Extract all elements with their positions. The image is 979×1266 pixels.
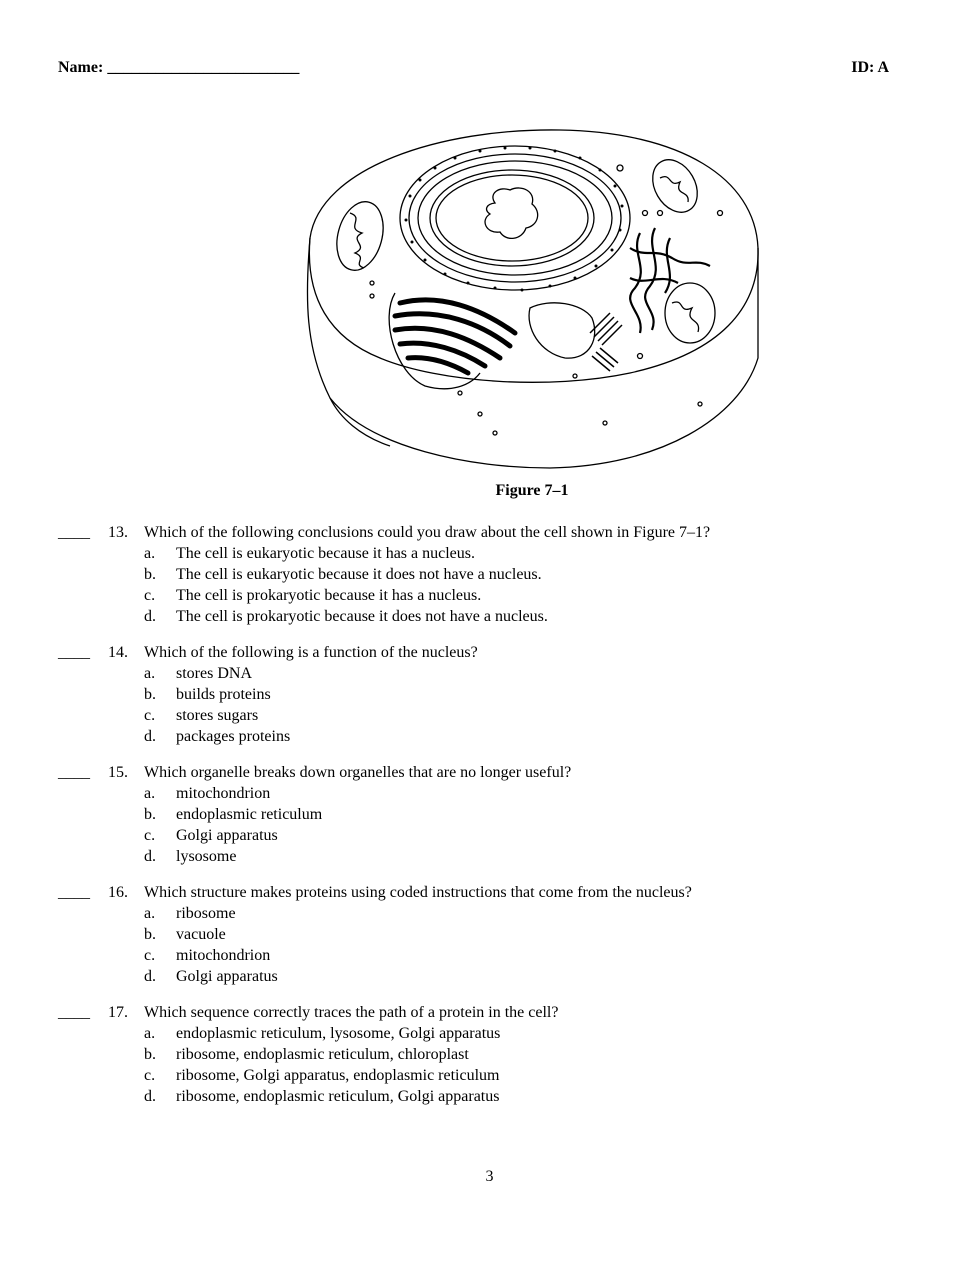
choice-letter: a. [144, 545, 156, 562]
choice-text: ribosome, endoplasmic reticulum, chloroplast [176, 1046, 469, 1063]
choice-letter: a. [144, 1025, 156, 1042]
choice-text: stores sugars [176, 707, 259, 724]
choice-letter: b. [144, 1046, 156, 1063]
choice-letter: a. [144, 785, 156, 802]
question-number: 14. [108, 644, 128, 661]
answer-blank: ____ [58, 644, 90, 661]
question-stem: Which organelle breaks down organelles that are no longer useful? [144, 764, 572, 781]
question-number: 13. [108, 524, 128, 541]
id-label: ID: A [851, 59, 889, 76]
question-stem: Which of the following conclusions could you draw about the cell shown in Figure 7–1? [144, 524, 711, 541]
answer-blank: ____ [58, 524, 90, 541]
answer-blank: ____ [58, 1004, 90, 1021]
choice-text: Golgi apparatus [176, 827, 278, 844]
choice-text: endoplasmic reticulum, lysosome, Golgi apparatus [176, 1025, 501, 1042]
choice-letter: d. [144, 968, 156, 985]
choice-text: The cell is prokaryotic because it does not have a nucleus. [176, 608, 548, 625]
name-field-label: Name: ________________________ [58, 59, 300, 76]
choice-letter: c. [144, 827, 156, 844]
choice-text: endoplasmic reticulum [176, 806, 323, 823]
choice-text: The cell is eukaryotic because it has a nucleus. [176, 545, 475, 562]
question-stem: Which of the following is a function of the nucleus? [144, 644, 478, 661]
choice-letter: c. [144, 947, 156, 964]
choice-letter: c. [144, 587, 156, 604]
choice-letter: a. [144, 905, 156, 922]
choice-text: ribosome [176, 905, 236, 922]
choice-text: stores DNA [176, 665, 252, 682]
choice-letter: b. [144, 686, 156, 703]
page-number: 3 [485, 1168, 494, 1185]
figure-caption: Figure 7–1 [495, 482, 569, 499]
question-number: 15. [108, 764, 128, 781]
question-number: 17. [108, 1004, 128, 1021]
choice-text: mitochondrion [176, 947, 271, 964]
choice-text: The cell is prokaryotic because it has a nucleus. [176, 587, 482, 604]
choice-text: Golgi apparatus [176, 968, 278, 985]
choice-letter: c. [144, 1067, 156, 1084]
answer-blank: ____ [58, 764, 90, 781]
choice-letter: c. [144, 707, 156, 724]
choice-letter: b. [144, 806, 156, 823]
choice-letter: b. [144, 566, 156, 583]
animal-cell-diagram-icon [300, 118, 770, 478]
choice-text: builds proteins [176, 686, 271, 703]
choice-text: lysosome [176, 848, 237, 865]
answer-blank: ____ [58, 884, 90, 901]
choice-text: packages proteins [176, 728, 291, 745]
choice-text: mitochondrion [176, 785, 271, 802]
question-stem: Which structure makes proteins using coded instructions that come from the nucleus? [144, 884, 692, 901]
question-stem: Which sequence correctly traces the path of a protein in the cell? [144, 1004, 559, 1021]
choice-text: vacuole [176, 926, 226, 943]
question-number: 16. [108, 884, 128, 901]
choice-letter: d. [144, 1088, 156, 1105]
choice-letter: d. [144, 848, 156, 865]
choice-letter: d. [144, 728, 156, 745]
choice-letter: b. [144, 926, 156, 943]
choice-letter: d. [144, 608, 156, 625]
choice-text: ribosome, Golgi apparatus, endoplasmic reticulum [176, 1067, 500, 1084]
choice-text: The cell is eukaryotic because it does not have a nucleus. [176, 566, 542, 583]
choice-letter: a. [144, 665, 156, 682]
choice-text: ribosome, endoplasmic reticulum, Golgi apparatus [176, 1088, 500, 1105]
